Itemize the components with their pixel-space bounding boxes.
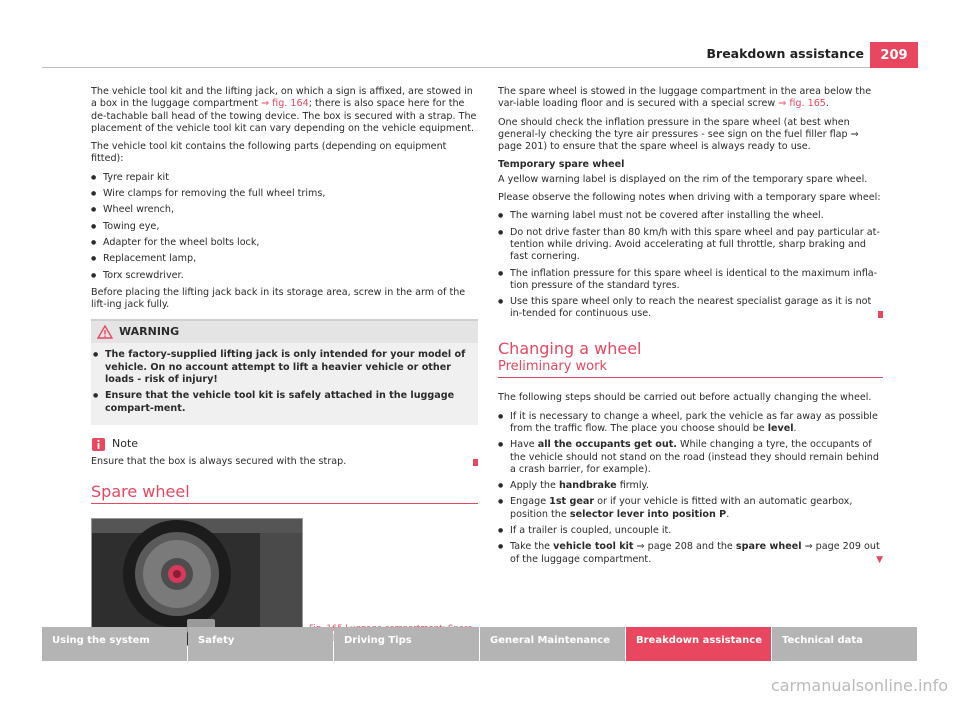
tab-safety[interactable]: Safety [188,627,333,661]
step-item: ● Take the vehicle tool kit ⇒ page 208 and the spare wheel ⇒ page 209 out of the luggage compartment. ▼ [498,541,883,566]
end-marker [473,459,478,466]
steps-intro: The following steps should be carried out before actually changing the wheel. [498,392,872,404]
section-rule [91,503,478,504]
header-rule [42,67,918,68]
page-number: 209 [870,42,918,68]
tab-driving-tips[interactable]: Driving Tips [334,627,479,661]
tab-technical-data[interactable]: Technical data [772,627,917,661]
temp-spare-p2: Please observe the following notes when driving with a temporary spare wheel: [498,192,881,204]
step-item: ● Apply the handbrake firmly. [498,480,883,492]
section-rule [498,377,883,378]
left-column [91,86,478,644]
figure-165 [91,518,478,644]
tab-breakdown-assistance[interactable]: Breakdown assistance [626,627,771,661]
warning-box [91,319,478,424]
list-item: ● Replacement lamp, [91,253,478,265]
note-text: Ensure that the box is always secured with the strap. [91,456,478,468]
warning-item: ● Ensure that the vehicle tool kit is safely attached in the luggage compart-ment. [93,390,474,415]
intro-paragraph: The vehicle tool kit and the lifting jack, on which a sign is affixed, are stowed in a box in the luggage compartment ⇒ fig. 164; there is also space here for the de-tachable ball head of the towing device. The box is secured with a strap. The placement of the vehicle tool kit can vary depending on the vehicle equipment. [91,86,477,134]
kit-intro: The vehicle tool kit contains the following parts (depending on equipment fitted): [91,141,447,165]
warning-triangle-icon [97,325,113,339]
list-item: ● Towing eye, [91,221,478,233]
temp-spare-heading: Temporary spare wheel [498,159,625,171]
spare-wheel-illustration [92,519,302,645]
continue-arrow-icon: ▼ [876,554,883,565]
step-item: ● If it is necessary to change a wheel, park the vehicle as far away as possible from the traffic flow. The place you choose should be level. [498,411,883,436]
spare-wheel-paragraph: The spare wheel is stowed in the luggage compartment in the area below the var-iable loading floor and is secured with a special screw ⇒ fig. 165. [498,86,872,110]
end-marker [878,311,883,318]
steps-list [498,411,883,566]
warning-title: WARNING [119,325,180,339]
list-item: ● Torx screwdriver. [91,270,478,282]
kit-list [91,172,478,282]
info-icon [91,437,106,452]
subsection-title-preliminary: Preliminary work [498,359,608,375]
fig-165-link[interactable]: ⇒ fig. 165 [778,98,826,110]
section-title-spare-wheel: Spare wheel [91,482,190,502]
list-item: ● Adapter for the wheel bolts lock, [91,237,478,249]
warning-item: ● The factory-supplied lifting jack is only intended for your model of vehicle. On no account attempt to lift a heavier vehicle or other loads - risk of injury! [93,349,474,386]
tab-general-maintenance[interactable]: General Maintenance [480,627,625,661]
chapter-tabs [42,627,918,661]
list-item: ● Do not drive faster than 80 km/h with this spare wheel and pay particular at-tention while driving. Avoid accelerating at full throttle, sharp braking and fast cornering. [498,227,883,264]
list-item: ● Wire clamps for removing the full wheel trims, [91,188,478,200]
section-title-changing-wheel: Changing a wheel [498,338,642,358]
fig-164-link[interactable]: ⇒ fig. 164 [261,98,309,110]
page-header [0,42,960,68]
list-item: ● Wheel wrench, [91,204,478,216]
step-item: ● If a trailer is coupled, uncouple it. [498,525,883,537]
right-column [498,86,883,571]
watermark: carmanualsonline.info [770,676,948,695]
step-item: ● Engage 1st gear or if your vehicle is fitted with an automatic gearbox, position the selector lever into position P. [498,496,883,521]
note-title: Note [112,437,139,451]
list-item: ● Tyre repair kit [91,172,478,184]
inflation-paragraph: One should check the inflation pressure in the spare wheel (at best when general-ly checking the tyre air pressures - see sign on the fuel filler flap ⇒ page 201) to ensure that the spare wheel is always ready to use. [498,116,859,153]
jack-paragraph: Before placing the lifting jack back in its storage area, screw in the arm of the lift-ing jack fully. [91,286,466,311]
temp-spare-p1: A yellow warning label is displayed on the rim of the temporary spare wheel. [498,173,868,185]
list-item: ● The warning label must not be covered after installing the wheel. [498,210,883,222]
step-item: ● Have all the occupants get out. While changing a tyre, the occupants of the vehicle should not stand on the road (instead they should remain behind a crash barrier, for example). [498,439,883,476]
list-item: ● The inflation pressure for this spare wheel is identical to the maximum infla-tion pressure of the standard tyres. [498,268,883,293]
list-item: ● Use this spare wheel only to reach the nearest specialist garage as it is not in-tended for continuous use. [498,296,883,321]
temp-spare-list [498,210,883,320]
tab-using-the-system[interactable]: Using the system [42,627,187,661]
chapter-title: Breakdown assistance [706,46,864,61]
